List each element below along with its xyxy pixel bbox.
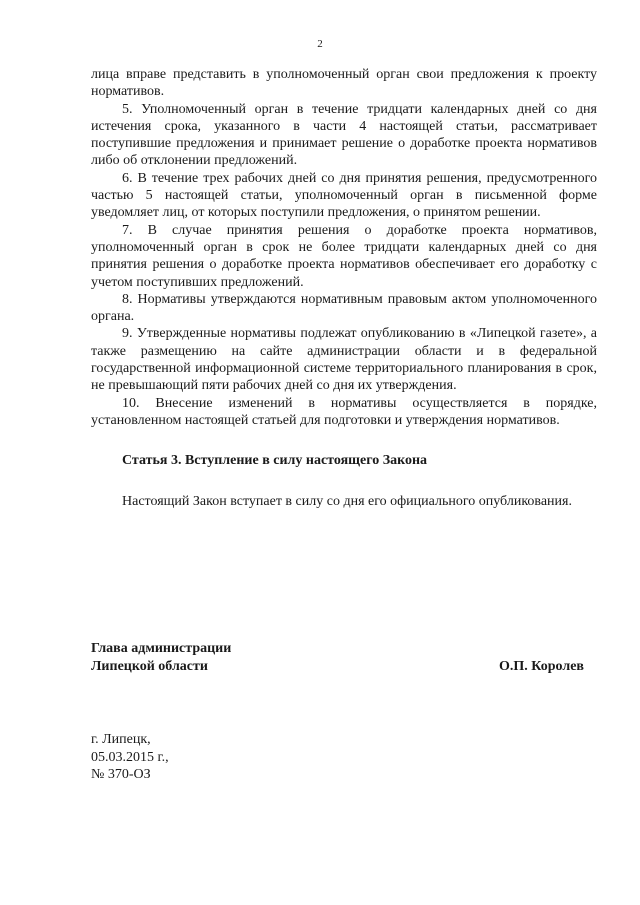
paragraph: 9. Утвержденные нормативы подлежат опубликованию в «Липецкой газете», а также размещению на сайте администрации области и в федеральной государственной информационной системе территориального планирования в срок, не превышающий пяти рабочих дней со дня их утверждения. xyxy=(91,326,597,394)
signatory-name: О.П. Королев xyxy=(499,658,584,674)
paragraph: 5. Уполномоченный орган в течение тридцати календарных дней со дня истечения срока, указанного в части 4 настоящей статьи, рассматривает поступившие предложения и принимает решение о доработке проекта нормативов либо об отклонении предложений. xyxy=(91,101,597,169)
meta-number: № 370-ОЗ xyxy=(91,767,151,782)
paragraph: лица вправе представить в уполномоченный орган свои предложения к проекту нормативов. xyxy=(91,67,597,100)
article-heading: Статья 3. Вступление в силу настоящего Закона xyxy=(122,453,428,469)
signature-title-line1: Глава администрации xyxy=(91,641,232,656)
document-body xyxy=(91,66,597,510)
meta-date: 05.03.2015 г., xyxy=(91,749,169,765)
paragraph: 7. В случае принятия решения о доработке проекта нормативов, уполномоченный орган в срок не более тридцати календарных дней со дня принятия решения о доработке проекта нормативов обеспечивает его доработку с учетом поступивших предложений. xyxy=(91,222,597,290)
page-number: 2 xyxy=(317,38,323,50)
signature-title-line2: Липецкой области xyxy=(91,658,208,674)
document-meta xyxy=(91,731,169,784)
paragraph: 8. Нормативы утверждаются нормативным правовым актом уполномоченного органа. xyxy=(91,291,597,325)
signature-block xyxy=(91,640,597,675)
paragraph: 6. В течение трех рабочих дней со дня принятия решения, предусмотренного частью 5 настоящей статьи, уполномоченный орган в письменной форме уведомляет лиц, от которых поступили предложения, о принятом решении. xyxy=(91,170,597,221)
meta-place: г. Липецк, xyxy=(91,732,151,747)
final-paragraph: Настоящий Закон вступает в силу со дня его официального опубликования. xyxy=(122,493,572,509)
paragraph: 10. Внесение изменений в нормативы осуществляется в порядке, установленном настоящей статьей для подготовки и утверждения нормативов. xyxy=(91,395,597,428)
